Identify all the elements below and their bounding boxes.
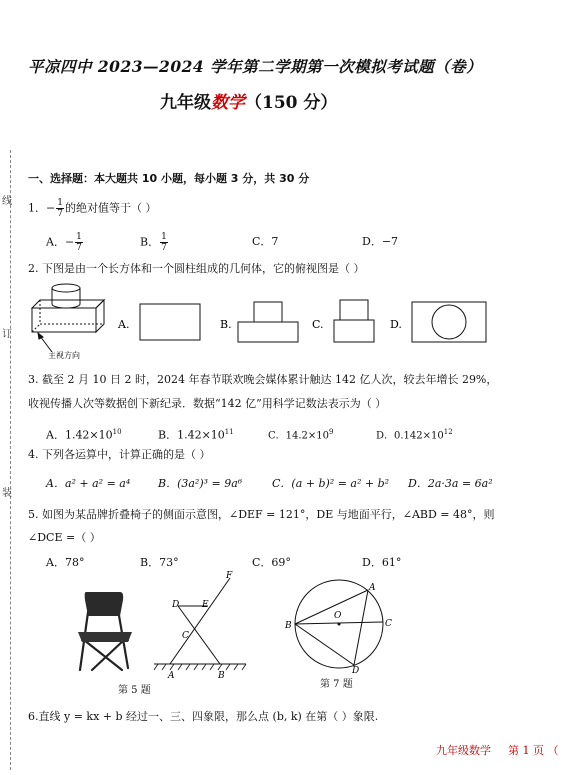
q5-option-b: B．73° <box>140 556 179 569</box>
fig7-diagram <box>284 576 394 674</box>
exam-title: 平凉四中 2023—2024 学年第二学期第一次模拟考试题（卷） <box>28 57 483 76</box>
margin-mark-xian: 线 <box>2 196 12 207</box>
q1-number: 1． <box>28 201 46 215</box>
footer-subject: 九年级数学 <box>436 744 491 757</box>
fig5-label-d: D <box>172 600 180 610</box>
q1-stem <box>28 198 156 219</box>
q3-option-d: D．$0.142\times 10^{12}$ <box>376 428 453 442</box>
fig5-caption: 第 5 题 <box>118 685 151 696</box>
q1-neg: − <box>46 201 56 215</box>
q4-option-b: B．(3a²)³ = 9a⁶ <box>158 477 243 490</box>
fig5-label-a: A <box>168 671 175 681</box>
margin-mark-zhuang: 装 <box>2 488 12 499</box>
q2-option-d-label: D. <box>390 318 402 331</box>
q2-view-caption: 主视方向 <box>48 351 80 360</box>
exam-subtitle <box>160 88 337 113</box>
binding-line <box>10 150 12 770</box>
subtitle-subject: 数学 <box>211 93 245 113</box>
fig7-label-c: C <box>385 619 392 629</box>
q3-option-a: A．$1.42\times 10^{10}$ <box>46 428 122 442</box>
q2-option-b-shape <box>238 302 298 342</box>
fig7-label-o: O <box>334 611 342 621</box>
q4-option-d: D．2a·3a = 6a² <box>408 477 493 490</box>
q3-option-b: B．$1.42\times 10^{11}$ <box>158 428 234 442</box>
folding-chair-photo <box>70 588 140 674</box>
q1-option-b: B． $\frac{1}{7}$ <box>140 232 167 253</box>
q2-option-a-label: A. <box>118 318 130 331</box>
fig5-label-c: C <box>182 631 189 641</box>
q1-text: 的绝对值等于（ ） <box>64 201 157 215</box>
q5-option-d: D．61° <box>362 556 402 569</box>
q2-stem: 2. 下图是由一个长方体和一个圆柱组成的几何体，它的俯视图是（ ） <box>28 262 365 275</box>
q3-line1: 3. 截至 2 月 10 日 2 时，2024 年春节联欢晚会媒体累计触达 142 亿人次，较去年增长 29%， <box>28 373 498 386</box>
margin-mark-ding: 订 <box>2 329 12 340</box>
fig7-label-b: B <box>285 621 292 631</box>
q2-option-c-label: C. <box>312 318 324 331</box>
fig5-diagram <box>150 570 250 682</box>
q2-option-d-shape <box>412 302 486 342</box>
q3-line2: 收视传播人次等数据创下新纪录．数据“142 亿”用科学记数法表示为（ ） <box>28 397 387 410</box>
q5-line1: 5. 如图为某品牌折叠椅子的侧面示意图，∠DEF = 121°，DE 与地面平行，∠ABD = 48°，则 <box>28 508 495 521</box>
q2-option-a-shape <box>140 304 200 340</box>
q4-option-a: A．a² + a² = a⁴ <box>46 477 131 490</box>
fig7-label-d: D <box>352 666 360 674</box>
footer-page: 第 1 页 （ <box>508 744 559 757</box>
q5-line2: ∠DCE =（ ） <box>28 531 101 544</box>
q6-stem: 6.直线 y = kx + b 经过一、三、四象限，那么点 (b, k) 在第（ ）象限. <box>28 710 379 723</box>
q2-option-c-shape <box>334 300 374 342</box>
fig7-caption-text: 第 7 题 <box>320 679 353 690</box>
q5-option-c: C．69° <box>252 556 291 569</box>
fig5-label-b: B <box>218 671 225 681</box>
fig5-label-e: E <box>202 600 209 610</box>
section-heading: 一、选择题：本大题共 10 小题，每小题 3 分，共 30 分 <box>28 172 310 185</box>
q1-option-d: D．−7 <box>362 235 399 248</box>
subtitle-grade: 九年级 <box>160 93 211 113</box>
fig7-label-a: A <box>369 583 376 593</box>
q2-solid-figure <box>32 284 104 352</box>
q3-option-c: C．$14.2\times 10^9$ <box>268 428 334 442</box>
fig5-label-f: F <box>226 571 233 581</box>
q2-option-b-label: B. <box>220 318 232 331</box>
q5-option-a: A．78° <box>46 556 85 569</box>
subtitle-score: （150 分） <box>245 93 338 113</box>
q4-stem: 4. 下列各运算中，计算正确的是（ ） <box>28 448 211 461</box>
q4-option-c: C．(a + b)² = a² + b² <box>272 477 390 490</box>
q1-fraction: $\frac{1}{7}$ <box>57 198 63 219</box>
q1-option-a: A．− $\frac{1}{7}$ <box>46 232 82 253</box>
q2-figures <box>26 282 556 362</box>
q1-option-c: C．7 <box>252 235 279 248</box>
